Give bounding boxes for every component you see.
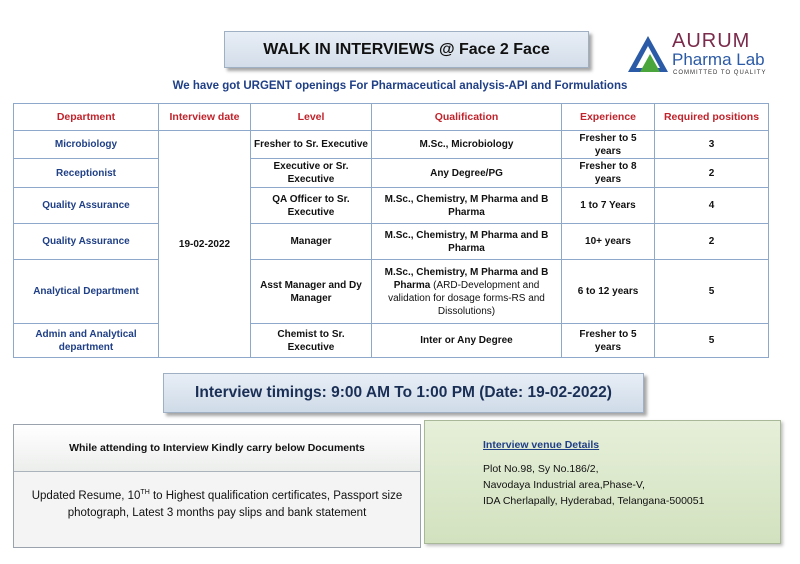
table-row (14, 324, 769, 358)
cell-qualification: Any Degree/PG (372, 159, 562, 188)
documents-text-start: Updated Resume, 10 (31, 490, 141, 502)
logo-subbrand: Pharma Lab (672, 50, 765, 69)
cell-experience: Fresher to 5 years (562, 324, 655, 358)
qualification-degrees: M.Sc., Chemistry, M Pharma and B Pharma (384, 266, 549, 291)
cell-positions: 3 (655, 131, 769, 159)
venue-address-line: Plot No.98, Sy No.186/2, (483, 463, 599, 475)
cell-qualification: Inter or Any Degree (372, 324, 562, 358)
venue-box (424, 420, 781, 544)
interview-timings: Interview timings: 9:00 AM To 1:00 PM (Date: 19-02-2022) (163, 373, 644, 413)
table-row (14, 159, 769, 188)
header-interview-date: Interview date (159, 104, 251, 131)
cell-level: Executive or Sr. Executive (251, 159, 372, 188)
header-department: Department (14, 104, 159, 131)
cell-experience: Fresher to 5 years (562, 131, 655, 159)
cell-experience: 1 to 7 Years (562, 188, 655, 224)
triangle-logo-icon (626, 34, 670, 74)
cell-positions: 2 (655, 224, 769, 260)
qualification-details: (ARD-Development and validation for dosage forms-RS and Dissolutions) (388, 279, 545, 317)
cell-experience: 6 to 12 years (562, 260, 655, 324)
documents-list (14, 472, 420, 522)
cell-department: Admin and Analytical department (14, 324, 159, 358)
cell-department: Microbiology (14, 131, 159, 159)
cell-level: Manager (251, 224, 372, 260)
cell-positions: 2 (655, 159, 769, 188)
cell-department: Receptionist (14, 159, 159, 188)
logo-tagline: COMMITTED TO QUALITY (673, 70, 767, 76)
cell-qualification: M.Sc., Chemistry, M Pharma and B Pharma (372, 224, 562, 260)
cell-department: Quality Assurance (14, 224, 159, 260)
table-row (14, 131, 769, 159)
documents-box (13, 424, 421, 548)
table-row (14, 260, 769, 324)
company-logo (626, 30, 786, 80)
cell-experience: 10+ years (562, 224, 655, 260)
cell-experience: Fresher to 8 years (562, 159, 655, 188)
venue-address-line: IDA Cherlapally, Hyderabad, Telangana-500051 (483, 495, 705, 507)
venue-address-line: Navodaya Industrial area,Phase-V, (483, 479, 645, 491)
openings-table (13, 103, 769, 358)
header-level: Level (251, 104, 372, 131)
venue-heading: Interview venue Details (483, 439, 600, 451)
cell-qualification: M.Sc., Chemistry, M Pharma and B Pharma (372, 188, 562, 224)
table-header-row (14, 104, 769, 131)
cell-level: Asst Manager and Dy Manager (251, 260, 372, 324)
cell-level: Chemist to Sr. Executive (251, 324, 372, 358)
cell-interview-date: 19-02-2022 (159, 131, 251, 358)
logo-brand: AURUM (672, 30, 751, 52)
cell-department: Quality Assurance (14, 188, 159, 224)
documents-heading: While attending to Interview Kindly carry below Documents (14, 425, 420, 472)
cell-positions: 4 (655, 188, 769, 224)
cell-positions: 5 (655, 324, 769, 358)
page-title: WALK IN INTERVIEWS @ Face 2 Face (224, 31, 589, 68)
header-positions: Required positions (655, 104, 769, 131)
cell-qualification: M.Sc., Microbiology (372, 131, 562, 159)
cell-department: Analytical Department (14, 260, 159, 324)
documents-text-end: to Highest qualification certificates, Passport size photograph, Latest 3 months pay slips and bank statement (67, 490, 403, 519)
cell-positions: 5 (655, 260, 769, 324)
cell-level: Fresher to Sr. Executive (251, 131, 372, 159)
cell-level: QA Officer to Sr. Executive (251, 188, 372, 224)
table-row (14, 224, 769, 260)
openings-subtitle: We have got URGENT openings For Pharmaceutical analysis-API and Formulations (172, 80, 628, 92)
header-qualification: Qualification (372, 104, 562, 131)
header-experience: Experience (562, 104, 655, 131)
table-row (14, 188, 769, 224)
cell-qualification (372, 260, 562, 324)
documents-superscript: TH (140, 489, 150, 497)
